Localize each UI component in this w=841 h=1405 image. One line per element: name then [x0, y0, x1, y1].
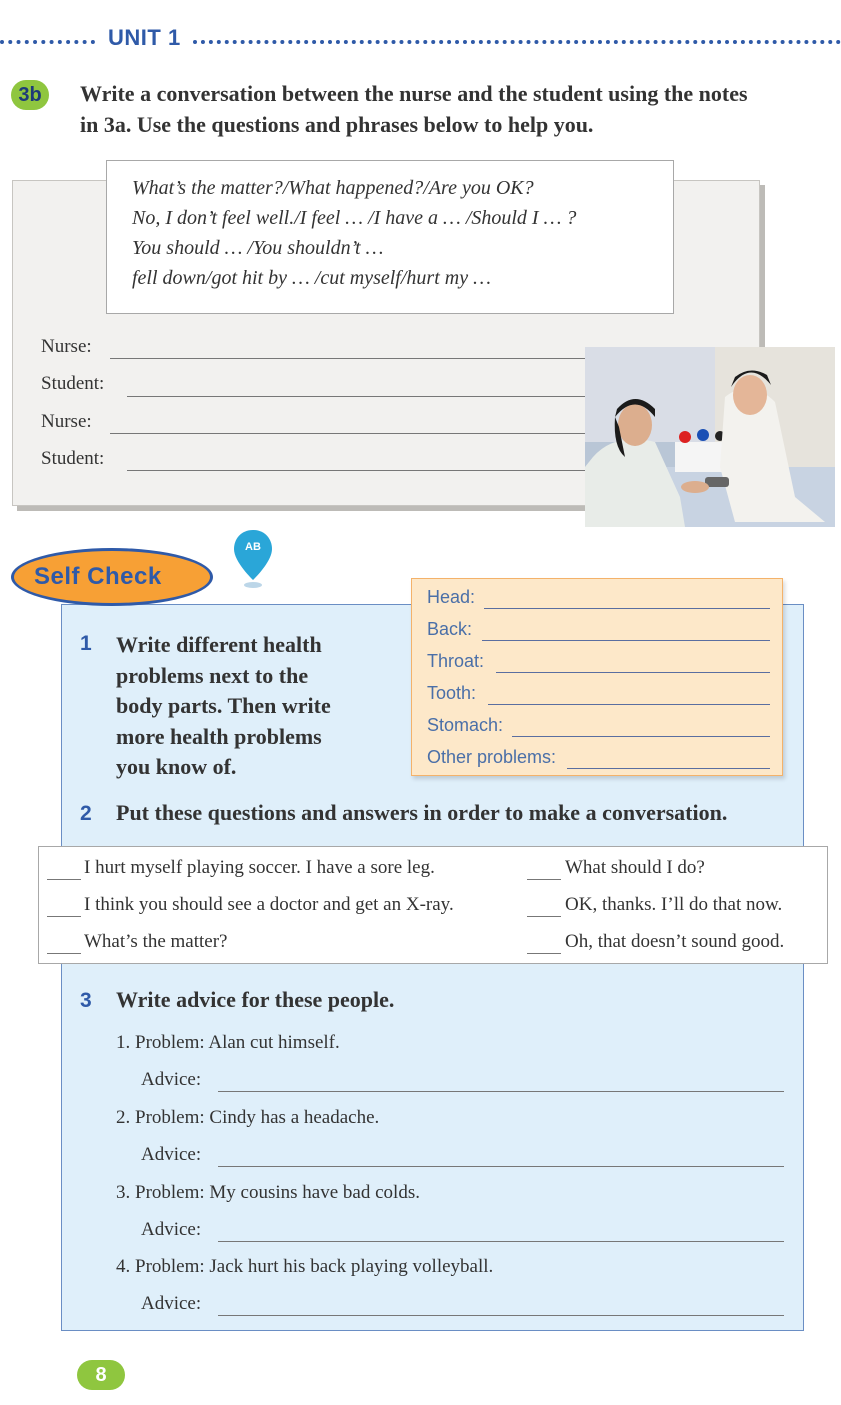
conversation-label-nurse: Nurse:	[41, 411, 92, 432]
location-pin-icon	[232, 528, 274, 590]
order-blank[interactable]	[527, 916, 561, 917]
conversation-input-line[interactable]	[110, 358, 586, 359]
order-blank[interactable]	[527, 953, 561, 954]
question-3-text: Write advice for these people.	[116, 987, 395, 1012]
conversation-label-student: Student:	[41, 448, 105, 469]
body-part-answer-line[interactable]	[488, 704, 770, 705]
body-part-answer-line[interactable]	[512, 736, 770, 737]
q1-line: you know of.	[116, 754, 237, 779]
order-blank[interactable]	[47, 953, 81, 954]
phrase-line: fell down/got hit by … /cut myself/hurt my …	[132, 267, 491, 289]
advice-input-line[interactable]	[218, 1315, 784, 1316]
header-dots-right	[193, 40, 841, 44]
page-number: 8	[77, 1360, 125, 1390]
problem-4: 4. Problem: Jack hurt his back playing volleyball.	[116, 1256, 494, 1277]
pin-letters: AB	[245, 541, 261, 553]
body-part-label-other: Other problems:	[427, 747, 557, 767]
order-blank[interactable]	[47, 879, 81, 880]
order-item: What should I do?	[565, 857, 705, 878]
body-part-label-tooth: Tooth:	[427, 683, 477, 703]
phrase-line: No, I don’t feel well./I feel … /I have a … /Should I … ?	[132, 207, 577, 229]
conversation-label-nurse: Nurse:	[41, 336, 92, 357]
advice-input-line[interactable]	[218, 1091, 784, 1092]
conversation-input-line[interactable]	[127, 470, 586, 471]
conversation-input-line[interactable]	[127, 396, 586, 397]
header-dots-left	[0, 40, 95, 44]
q1-line: Write different health	[116, 632, 322, 657]
order-item: OK, thanks. I’ll do that now.	[565, 894, 783, 915]
self-check-title: Self Check	[34, 563, 162, 590]
advice-label: Advice:	[141, 1144, 202, 1165]
problem-2: 2. Problem: Cindy has a headache.	[116, 1107, 380, 1128]
body-parts-box	[411, 578, 783, 776]
question-2-number: 2	[80, 802, 92, 825]
phrase-box	[106, 160, 674, 314]
question-2-text: Put these questions and answers in order to make a conversation.	[116, 800, 728, 825]
order-item: I think you should see a doctor and get an X-ray.	[84, 894, 454, 915]
body-part-answer-line[interactable]	[482, 640, 770, 641]
instruction-line-2: in 3a. Use the questions and phrases below to help you.	[80, 112, 594, 137]
conversation-order-box	[38, 846, 828, 964]
activity-3b-instruction	[80, 78, 840, 140]
conversation-input-line[interactable]	[110, 433, 586, 434]
advice-label: Advice:	[141, 1293, 202, 1314]
order-blank[interactable]	[47, 916, 81, 917]
phrase-line: What’s the matter?/What happened?/Are you OK?	[132, 177, 534, 199]
unit-title: UNIT 1	[108, 25, 181, 50]
activity-badge-3b: 3b	[11, 80, 49, 110]
nurse-student-photo	[585, 347, 835, 527]
q1-line: problems next to the	[116, 662, 309, 688]
conversation-label-student: Student:	[41, 373, 105, 394]
body-part-label-stomach: Stomach:	[427, 715, 504, 735]
q1-line: body parts. Then write	[116, 693, 331, 718]
advice-label: Advice:	[141, 1219, 202, 1240]
instruction-line-1: Write a conversation between the nurse and the student using the notes	[80, 81, 748, 106]
body-part-answer-line[interactable]	[496, 672, 770, 673]
body-part-answer-line[interactable]	[484, 608, 770, 609]
body-part-label-head: Head:	[427, 587, 476, 607]
question-1-text	[116, 630, 331, 783]
problem-3: 3. Problem: My cousins have bad colds.	[116, 1182, 420, 1203]
advice-label: Advice:	[141, 1069, 202, 1090]
phrase-line: You should … /You shouldn’t …	[132, 237, 384, 259]
body-part-label-back: Back:	[427, 619, 473, 639]
question-1-number: 1	[80, 632, 92, 655]
order-item: What’s the matter?	[84, 931, 228, 952]
body-part-label-throat: Throat:	[427, 651, 485, 671]
advice-input-line[interactable]	[218, 1166, 784, 1167]
order-item: I hurt myself playing soccer. I have a sore leg.	[84, 857, 435, 878]
body-part-answer-line[interactable]	[567, 768, 770, 769]
question-3-number: 3	[80, 989, 92, 1012]
problem-1: 1. Problem: Alan cut himself.	[116, 1032, 340, 1053]
order-blank[interactable]	[527, 879, 561, 880]
advice-input-line[interactable]	[218, 1241, 784, 1242]
order-item: Oh, that doesn’t sound good.	[565, 931, 785, 952]
q1-line: more health problems	[116, 723, 322, 749]
